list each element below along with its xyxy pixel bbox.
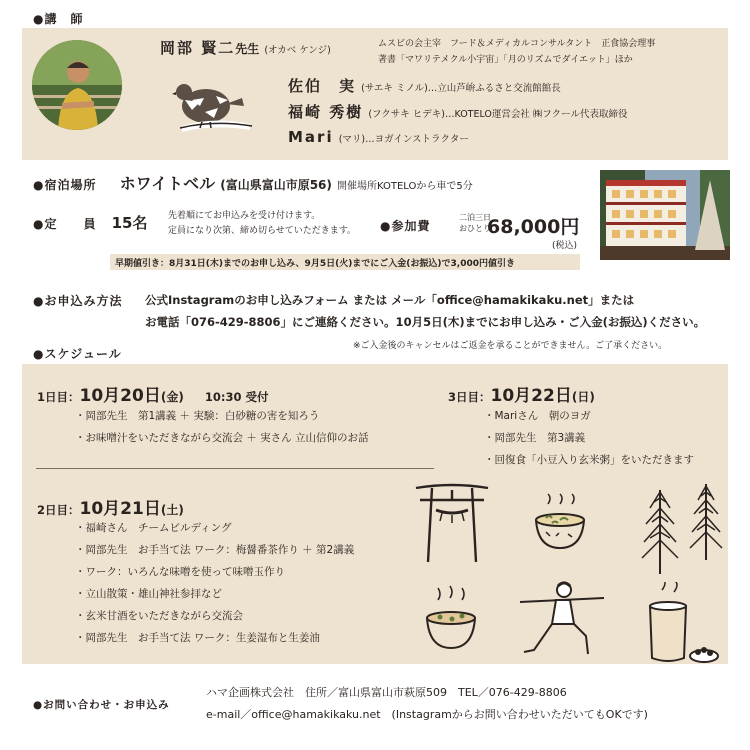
day-label: 3日目： — [448, 390, 491, 404]
person-photo — [32, 40, 122, 130]
miso-bowl-icon — [422, 582, 480, 654]
contact-line1: ハマ企画株式会社 住所／富山県富山市萩原509 TEL／076-429-8806 — [206, 686, 567, 699]
day-weekday: (日) — [571, 390, 595, 404]
fee-condition-per-person: おひとり — [459, 224, 491, 233]
schedule-item: ・ワーク：いろんな味噌を使って味噌玉作り — [75, 566, 285, 578]
day-date: 10月22日 — [490, 386, 572, 406]
schedule-item: ・岡部先生 第3講義 — [484, 432, 586, 444]
apply-note: ※ご入金後のキャンセルはご返金を承ることができません。ご了承ください。 — [353, 341, 668, 351]
capacity-row — [33, 212, 147, 233]
main-lecturer-reading: (オカベ ケンジ) — [264, 45, 331, 56]
lecturer-reading: (フクサキ ヒデキ) — [368, 109, 445, 120]
capacity-value: 15名 — [111, 214, 148, 232]
lecturer-row-3 — [288, 127, 469, 146]
schedule-item: ・お味噌汁をいただきながら交流会 ＋ 実さん 立山信仰のお話 — [75, 432, 369, 444]
lecturer-heading: ●講 師 — [33, 12, 84, 26]
lodging-note: 開催場所KOTELOから車で5分 — [336, 181, 473, 192]
lecturer-row-1 — [288, 75, 561, 96]
ptarmigan-bird-icon — [170, 70, 258, 142]
hotel-photo — [600, 170, 730, 260]
day-label: 2日目： — [37, 503, 80, 517]
contact-line2: e-mail／office@hamakikaku.net (Instagramからお問い合わせいただいてもOKです) — [206, 708, 648, 721]
day-label: 1日目： — [37, 390, 80, 404]
fee-condition-nights: 二泊三日 — [459, 213, 491, 222]
torii-gate-icon — [414, 482, 490, 564]
lecturer-row-2 — [288, 101, 627, 122]
lodging-name: ホワイトベル — [119, 174, 216, 193]
lecturer-reading: (マリ) — [338, 134, 366, 145]
fee-heading: ●参加費 — [380, 219, 431, 233]
yoga-person-icon — [516, 580, 608, 658]
day3-header — [448, 381, 595, 406]
lecturer-name: Mari — [288, 128, 334, 146]
lecturer-reading: (サエキ ミノル) — [361, 83, 428, 94]
day-weekday: (金) — [160, 390, 184, 404]
fee-tax: (税込) — [552, 241, 578, 251]
capacity-note: 先着順にてお申込みを受け付けます。 — [168, 211, 321, 221]
soup-bowl-icon — [530, 492, 590, 552]
capacity-heading: ●定 員 — [33, 217, 97, 231]
main-lecturer-desc1: ムスビの会主宰 フード＆メディカルコンサルタント 正食協会理事 — [378, 39, 656, 49]
lodging-heading: ●宿泊場所 — [33, 178, 97, 192]
schedule-item: ・Mariさん 朝のヨガ — [484, 410, 591, 422]
day-extra: 10:30 受付 — [204, 390, 269, 404]
lecturer-name: 福崎 秀樹 — [288, 103, 364, 121]
schedule-item: ・回復食「小豆入り玄米粥」をいただきます — [484, 454, 694, 466]
capacity-note: 定員になり次第、締め切らせていただきます。 — [168, 226, 357, 236]
apply-heading: ●お申込み方法 — [33, 294, 123, 308]
day-divider — [36, 468, 434, 469]
lecturer-role: …ヨガインストラクター — [365, 134, 469, 145]
main-lecturer-desc2: 著書「マワリテメクル小宇宙」「月のリズムでダイエット」ほか — [378, 55, 633, 65]
schedule-item: ・福崎さん チームビルディング — [75, 522, 232, 534]
contact-heading: ●お問い合わせ・お申込み — [33, 699, 170, 711]
schedule-item: ・立山散策・雄山神社参拝など — [75, 588, 222, 600]
tea-cup-icon — [640, 582, 726, 670]
apply-line1: 公式Instagramのお申し込みフォーム または メール「office@hamakikaku.net」または — [145, 293, 635, 307]
day-weekday: (土) — [160, 503, 184, 517]
day-date: 10月21日 — [79, 499, 161, 519]
schedule-item: ・岡部先生 第1講義 ＋ 実験：白砂糖の害を知ろう — [75, 410, 320, 422]
schedule-item: ・岡部先生 お手当て法 ワーク：生姜湿布と生姜油 — [75, 632, 320, 644]
main-lecturer — [160, 37, 331, 58]
day2-header — [37, 494, 184, 519]
lecturer-role: …立山芦峅ふるさと交流館館長 — [427, 83, 561, 94]
schedule-item: ・玄米甘酒をいただきながら交流会 — [75, 610, 243, 622]
capacity-notes — [168, 208, 356, 236]
pine-tree-icon — [636, 480, 728, 580]
lecturer-name: 佐伯 実 — [288, 77, 357, 95]
lodging-address: (富山県富山市原56) — [220, 178, 332, 192]
lodging-row — [33, 171, 473, 194]
day1-header — [37, 381, 269, 406]
schedule-item: ・岡部先生 お手当て法 ワーク：梅醤番茶作り ＋ 第2講義 — [75, 544, 355, 556]
lecturer-role: …KOTELO運営会社 ㈱フクール代表取締役 — [444, 109, 628, 120]
apply-line2: お電話「076-429-8806」にご連絡ください。10月5日(木)までにお申し込み・ご入金(お振込)ください。 — [145, 315, 706, 329]
day-date: 10月20日 — [79, 386, 161, 406]
schedule-heading: ●スケジュール — [33, 347, 122, 361]
discount-text: 早期値引き：8月31日(木)までのお申し込み、9月5日(火)までにご入金(お振込)で3,000円値引き — [115, 259, 516, 269]
fee-value: 68,000円 — [487, 216, 580, 238]
main-lecturer-name: 岡部 賢二 — [160, 39, 236, 57]
main-lecturer-suffix: 先生 — [235, 42, 260, 56]
